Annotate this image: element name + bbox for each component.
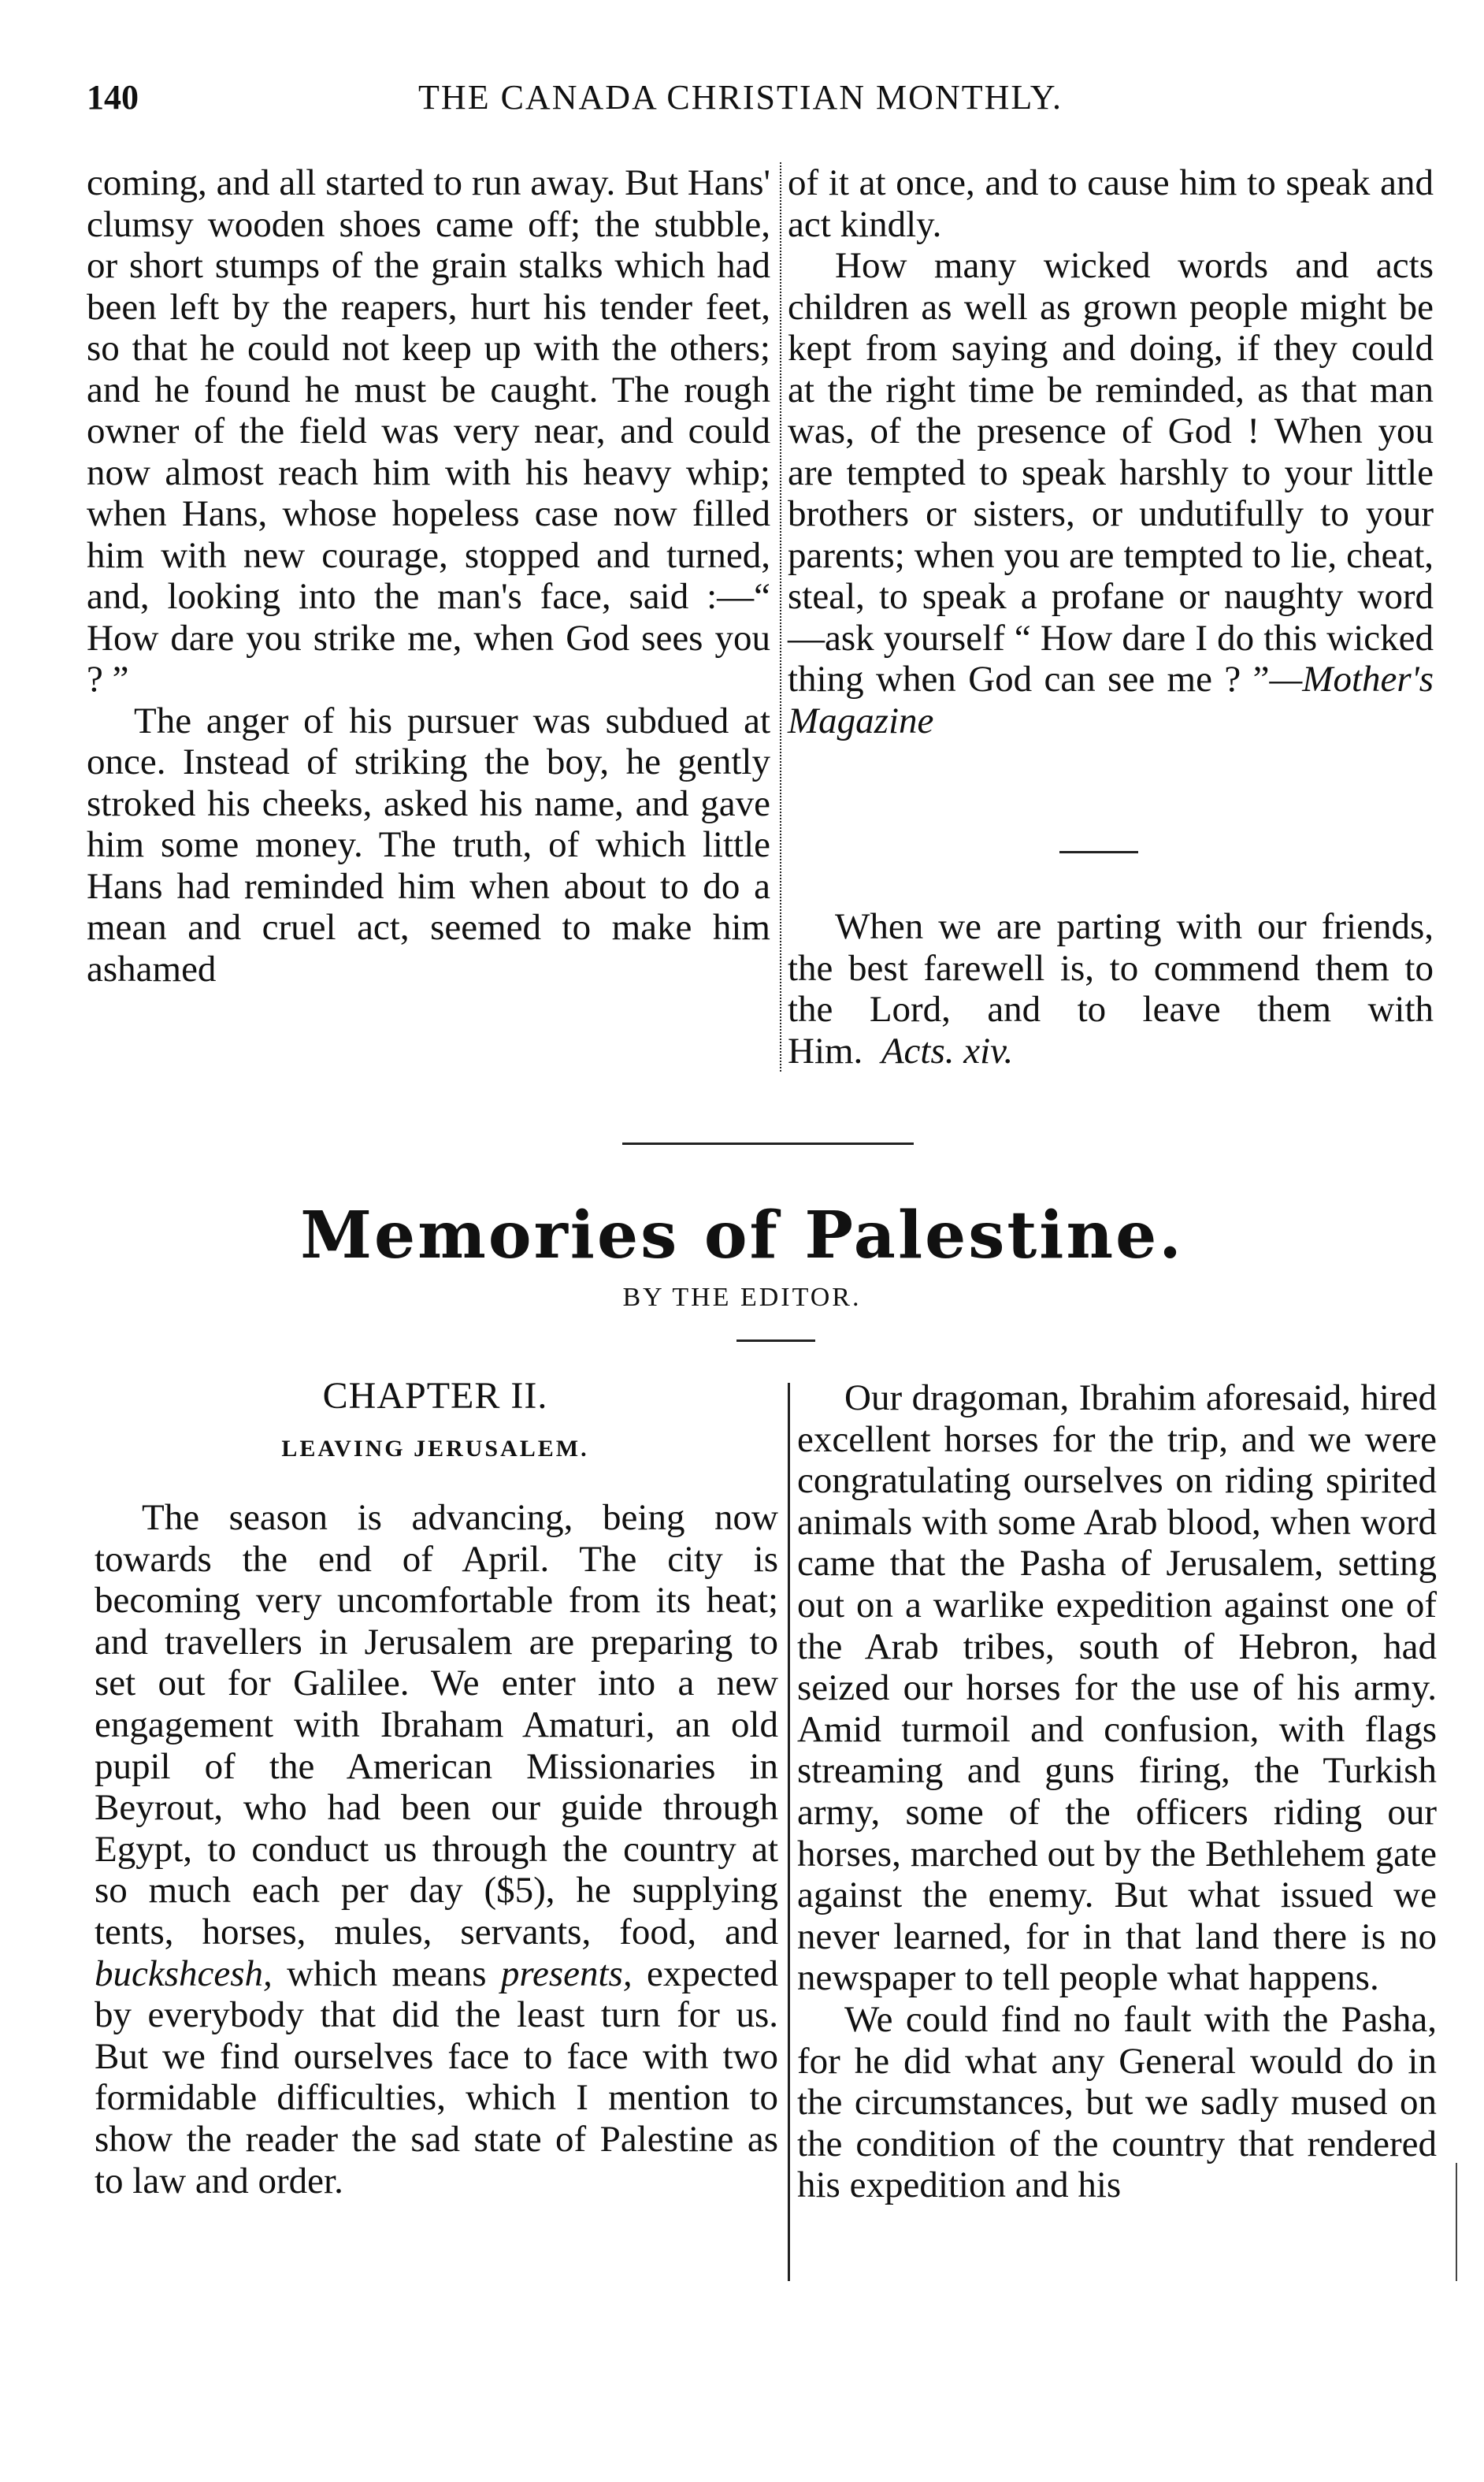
chapter-subtitle: LEAVING JERUSALEM. [281,1436,589,1462]
article-title: Memories of Palestine. [300,1198,1184,1273]
article-right-column [797,1377,1437,2206]
story-right-column [788,162,1434,741]
story-paragraph: of it at once, and to cause him to speak and act kindly. [788,162,1434,245]
running-title: THE CANADA CHRISTIAN MONTHLY. [418,78,1063,117]
article-italic-term: presents, [500,1953,633,1994]
note-text: When we are parting with our friends, the best farewell is, to commend them to the Lord, and to leave them with Him. [788,906,1434,1072]
story-left-column [87,162,770,990]
article-paragraph: Our dragoman, Ibrahim aforesaid, hired excellent horses for the trip, and we were congratulating ourselves on riding spirited animals with some Arab blood, when word came that the Pasha of Jerusalem, setting out on a warlike expedition against one of the Arab tribes, south of Hebron, had seized our horses for the use of his army. Amid turmoil and confusion, with flags streaming and guns firing, the Turkish army, some of the officers riding our horses, marched out by the Bethlehem gate against the enemy. But what issued we never learned, for in that land there is no newspaper to tell people what happens. [797,1377,1437,1999]
story-paragraph [788,245,1434,741]
article-paragraph: We could find no fault with the Pasha, for he did what any General would do in the circumstances, but we sadly mused on the condition of the country that rendered his expedition and his [797,1998,1437,2206]
story-paragraph-text: How many wicked words and acts children as well as grown people might be kept from saying and doing, if they could at the right time be reminded, as that man was, of the presence of God ! When you are tempted to speak harshly to your little brothers or sisters, or undutifully to your parents; when you are tempted to lie, cheat, steal, to speak a profane or naughty word—ask yourself “ How dare I do this wicked thing when God can see me ? ” [788,245,1434,700]
article-paragraph [95,1497,778,2201]
article-text: which means [272,1953,501,1994]
separator-rule [1059,851,1138,853]
article-italic-term: buckshcesh, [95,1953,273,1994]
byline-rule [736,1339,815,1342]
note-paragraph [788,906,1434,1072]
note-reference: Acts. xiv. [881,1030,1014,1072]
page-number: 140 [87,78,139,117]
story-paragraph: coming, and all started to run away. But Hans' clumsy wooden shoes came off; the stubble, or short stumps of the grain stalks which had been left by the reapers, hurt his tender feet, so that he could not keep up with the others; and he found he must be caught. The rough owner of the field was very near, and could now almost reach him with his heavy whip; when Hans, whose hopeless case now filled him with new courage, stopped and turned, and, looking into the man's face, said :—“ How dare you strike me, when God sees you ? ” [87,162,770,700]
article-left-column [95,1497,778,2201]
chapter-heading: CHAPTER II. [322,1375,548,1417]
story-paragraph: The anger of his pursuer was subdued at once. Instead of striking the boy, he gently stroked his cheeks, asked his name, and gave him some money. The truth, of which little Hans had reminded him when about to do a mean and cruel act, seemed to make him ashamed [87,700,770,990]
note-column [788,906,1434,1072]
column-divider [780,162,781,1072]
article-byline: BY THE EDITOR. [622,1283,862,1312]
article-text: expected by everybody that did the least turn for us. But we find ourselves face to face with two formidable difficulties, which I mention to show the reader the sad state of Palestine as to law and order. [95,1953,778,2201]
page-header [47,77,1434,124]
column-divider [788,1383,790,2281]
margin-mark [1456,2163,1457,2281]
article-text: The season is advancing, being now towards the end of April. The city is becoming very uncomfortable from its heat; and travellers in Jerusalem are preparing to set out for Galilee. We enter into a new engagement with Ibraham Amaturi, an old pupil of the American Missionaries in Beyrout, who had been our guide through Egypt, to conduct us through the country at so much each per day ($5), he supplying tents, horses, mules, servants, food, and [95,1497,778,1953]
story-source: —Mother's Magazine [788,659,1434,741]
section-rule [622,1143,914,1145]
